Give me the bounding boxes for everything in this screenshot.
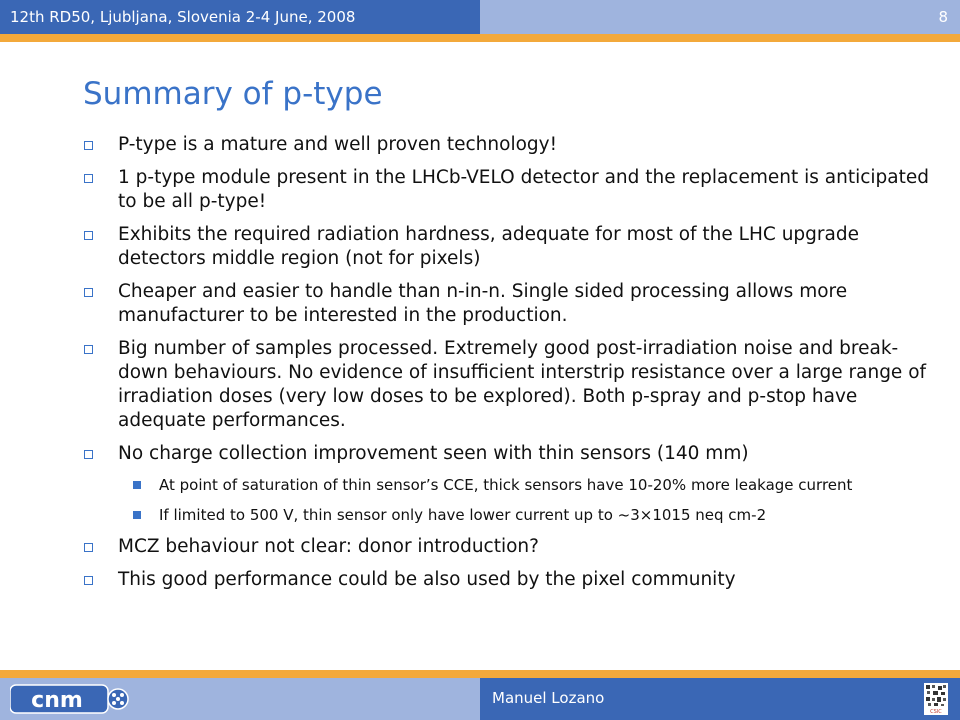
hollow-square-bullet-icon (84, 576, 93, 585)
sub-bullet-item (118, 505, 944, 525)
bullet-item (84, 568, 944, 592)
hollow-square-bullet-icon (84, 174, 93, 183)
header-accent-stripe (0, 34, 960, 42)
bullet-item (84, 442, 944, 525)
bullet-text: This good performance could be also used by the pixel community (118, 569, 736, 590)
csic-label: CSIC (930, 709, 942, 715)
filled-square-bullet-icon (133, 481, 141, 489)
hollow-square-bullet-icon (84, 141, 93, 150)
hollow-square-bullet-icon (84, 450, 93, 459)
sub-bullet-list (118, 475, 944, 525)
bullet-text: Big number of samples processed. Extremely good post-irradiation noise and break-down behaviours. No evidence of insufficient interstrip resistance over a large range of irradiation doses (very low doses to be explored). Both p-spray and p-stop have adequate performances. (118, 338, 927, 431)
bullet-item (84, 166, 944, 214)
hollow-square-bullet-icon (84, 345, 93, 354)
footer-accent-stripe (0, 670, 960, 678)
sub-bullet-text: If limited to 500 V, thin sensor only have lower current up to ~3×1015 neq cm-2 (159, 506, 767, 524)
bullet-item (84, 280, 944, 328)
bullet-text: P-type is a mature and well proven technology! (118, 134, 558, 155)
header-event-bar (0, 0, 480, 34)
bullet-text: No charge collection improvement seen with thin sensors (140 mm) (118, 443, 749, 464)
author-name: Manuel Lozano (492, 689, 605, 707)
bullet-item (84, 535, 944, 559)
cnm-logo (10, 683, 130, 715)
logo-text: cnm (31, 688, 83, 713)
slide-title: Summary of p-type (83, 76, 383, 112)
header-number-bar (480, 0, 960, 34)
sub-bullet-item (118, 475, 944, 495)
header-event-text: 12th RD50, Ljubljana, Slovenia 2-4 June, 2008 (10, 8, 356, 26)
bullet-text: Cheaper and easier to handle than n-in-n. Single sided processing allows more manufacturer to be interested in the production. (118, 281, 848, 326)
hollow-square-bullet-icon (84, 288, 93, 297)
sub-bullet-text: At point of saturation of thin sensor’s CCE, thick sensors have 10-20% more leakage current (159, 476, 853, 494)
bullet-text: Exhibits the required radiation hardness, adequate for most of the LHC upgrade detectors middle region (not for pixels) (118, 224, 859, 269)
bullet-list (84, 133, 944, 601)
filled-square-bullet-icon (133, 511, 141, 519)
slide-number: 8 (938, 8, 948, 26)
bullet-item (84, 133, 944, 157)
footer-author-bar (480, 678, 960, 720)
csic-emblem-icon (924, 683, 948, 715)
bullet-item (84, 337, 944, 433)
hollow-square-bullet-icon (84, 543, 93, 552)
hollow-square-bullet-icon (84, 231, 93, 240)
bullet-item (84, 223, 944, 271)
bullet-text: MCZ behaviour not clear: donor introduction? (118, 536, 539, 557)
bullet-text: 1 p-type module present in the LHCb-VELO detector and the replacement is anticipated to be all p-type! (118, 167, 930, 212)
